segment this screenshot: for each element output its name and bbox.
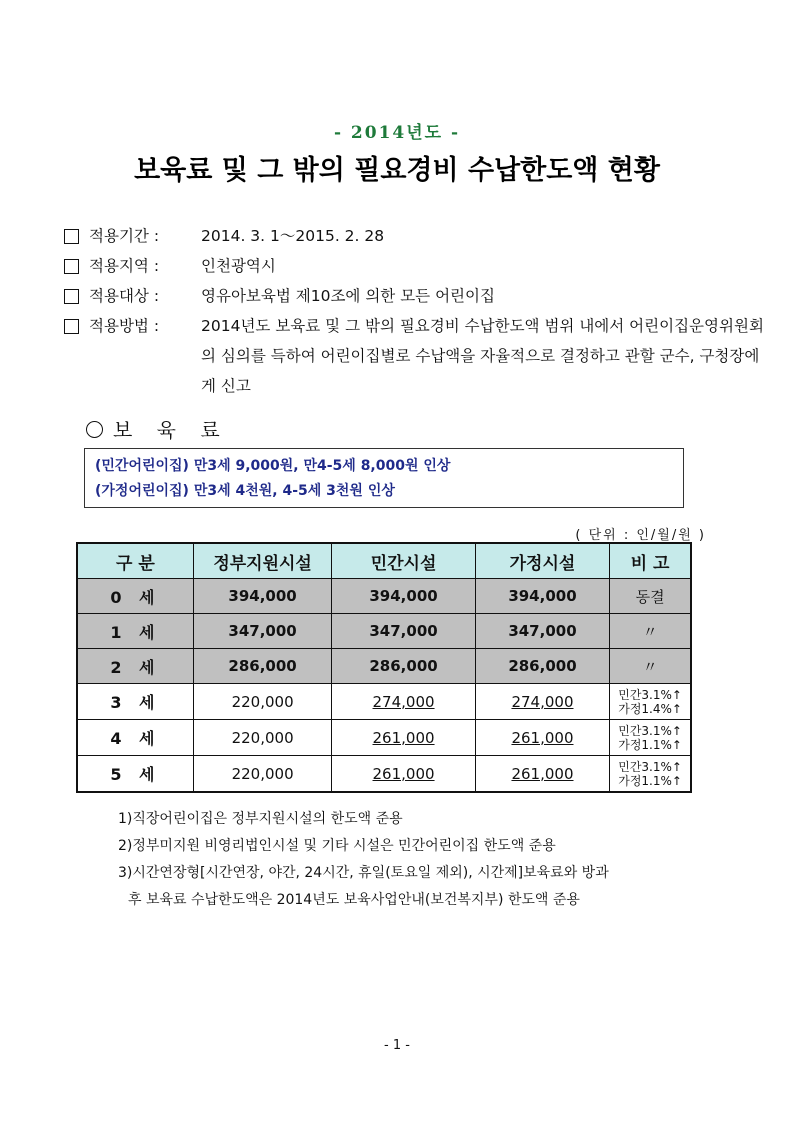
age-cell: 4 세 [77, 720, 193, 756]
table-header-row [77, 543, 691, 579]
home-value: 261,000 [511, 764, 574, 783]
table-row [77, 579, 691, 614]
meta-list [64, 221, 764, 401]
column-header: 민간시설 [332, 543, 475, 579]
unit-label: ( 단위 : 인/월/원 ) [575, 528, 706, 543]
remark-line: 가정1.1%↑ [618, 773, 682, 788]
remark-line: 가정1.1%↑ [618, 737, 682, 752]
home-value: 261,000 [511, 728, 574, 747]
checkbox-square-icon [64, 229, 79, 244]
meta-label: 적용기간 : [89, 227, 160, 245]
meta-target [64, 281, 764, 311]
remark-cell [610, 756, 691, 793]
meta-value: 2014. 3. 1～2015. 2. 28 [201, 227, 385, 245]
column-header: 정부지원시설 [193, 543, 331, 579]
home-cell: 347,000 [475, 614, 609, 649]
notice-box [84, 448, 684, 508]
home-cell: 286,000 [475, 649, 609, 684]
notice-line: (민간어린이집) 만3세 9,000원, 만4-5세 8,000원 인상 [95, 458, 451, 474]
remark-line: 민간3.1%↑ [618, 723, 682, 738]
remark-cell [610, 684, 691, 720]
meta-period [64, 221, 764, 251]
meta-label: 적용지역 : [89, 257, 160, 275]
remark-line: 가정1.4%↑ [618, 701, 682, 716]
gov-cell: 220,000 [193, 756, 331, 793]
age-cell: 3 세 [77, 684, 193, 720]
footnote: 2)정부미지원 비영리법인시설 및 기타 시설은 민간어린이집 한도액 준용 [118, 838, 556, 854]
private-cell: 347,000 [332, 614, 475, 649]
footnote-continuation: 후 보육료 수납한도액은 2014년도 보육사업안내(보건복지부) 한도액 준용 [128, 892, 580, 908]
meta-method [64, 311, 764, 401]
checkbox-square-icon [64, 289, 79, 304]
remark-line: 민간3.1%↑ [618, 759, 682, 774]
checkbox-square-icon [64, 319, 79, 334]
table-row [77, 684, 691, 720]
notice-line: (가정어린이집) 만3세 4천원, 4-5세 3천원 인상 [95, 483, 395, 499]
gov-cell: 394,000 [193, 579, 331, 614]
home-value: 274,000 [511, 692, 574, 711]
private-value: 261,000 [372, 728, 435, 747]
gov-cell: 347,000 [193, 614, 331, 649]
private-cell [332, 684, 475, 720]
table-row [77, 720, 691, 756]
section-heading [86, 414, 229, 443]
private-cell [332, 720, 475, 756]
column-header: 구 분 [77, 543, 193, 579]
age-cell: 5 세 [77, 756, 193, 793]
checkbox-square-icon [64, 259, 79, 274]
meta-value: 인천광역시 [201, 257, 276, 275]
age-cell: 1 세 [77, 614, 193, 649]
gov-cell: 220,000 [193, 720, 331, 756]
meta-label: 적용대상 : [89, 287, 160, 305]
private-value: 261,000 [372, 764, 435, 783]
gov-cell: 220,000 [193, 684, 331, 720]
meta-region [64, 251, 764, 281]
footnotes [118, 806, 718, 914]
meta-label: 적용방법 : [89, 317, 160, 335]
remark-cell: 〃 [610, 614, 691, 649]
private-cell: 286,000 [332, 649, 475, 684]
private-value: 274,000 [372, 692, 435, 711]
page-number: - 1 - [384, 1038, 410, 1053]
gov-cell: 286,000 [193, 649, 331, 684]
document-subtitle: - 2014년도 - [333, 123, 461, 143]
home-cell [475, 756, 609, 793]
meta-value: 영유아보육법 제10조에 의한 모든 어린이집 [201, 287, 495, 305]
document-title: 보육료 및 그 밖의 필요경비 수납한도액 현황 [134, 155, 660, 186]
home-cell [475, 684, 609, 720]
footnote: 3)시간연장형[시간연장, 야간, 24시간, 휴일(토요일 제외), 시간제]보육료와 방과 [118, 865, 609, 881]
home-cell [475, 720, 609, 756]
remark-line: 민간3.1%↑ [618, 687, 682, 702]
circle-bullet-icon [86, 421, 103, 438]
remark-cell: 동결 [610, 579, 691, 614]
private-cell: 394,000 [332, 579, 475, 614]
table-row [77, 649, 691, 684]
fee-table [76, 542, 692, 793]
age-cell: 0 세 [77, 579, 193, 614]
table-row [77, 614, 691, 649]
section-title: 보 육 료 [113, 418, 229, 442]
table-row [77, 756, 691, 793]
age-cell: 2 세 [77, 649, 193, 684]
column-header: 가정시설 [475, 543, 609, 579]
home-cell: 394,000 [475, 579, 609, 614]
remark-cell: 〃 [610, 649, 691, 684]
remark-cell [610, 720, 691, 756]
meta-value: 2014년도 보육료 및 그 밖의 필요경비 수납한도액 범위 내에서 어린이집운영위원회의 심의를 득하여 어린이집별로 수납액을 자율적으로 결정하고 관할 군수, 구청장에게 신고 [201, 317, 764, 395]
column-header: 비 고 [610, 543, 691, 579]
footnote: 1)직장어린이집은 정부지원시설의 한도액 준용 [118, 811, 403, 827]
private-cell [332, 756, 475, 793]
